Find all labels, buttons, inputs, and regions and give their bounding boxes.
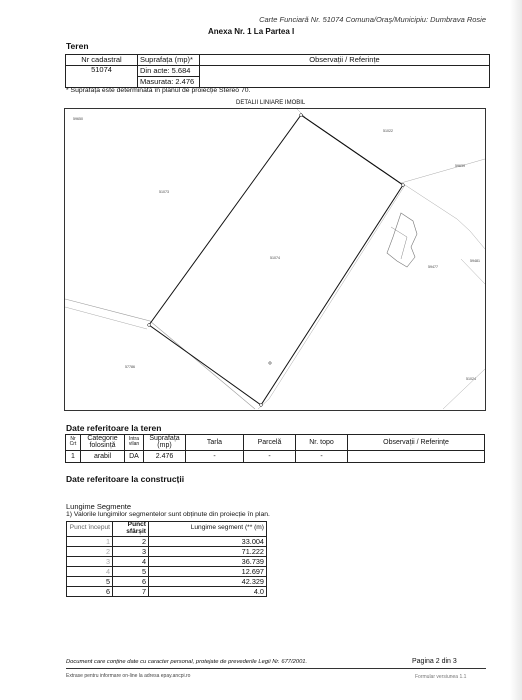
- parcel-label-right-b: 59477: [428, 265, 438, 269]
- neighbor-boundary-line: [405, 185, 470, 231]
- value-suprafata-acte: Din acte: 5.684: [138, 66, 200, 77]
- parcel-label-right-a: 59639: [455, 164, 465, 168]
- value-nr-cadastral: 51074: [66, 66, 138, 88]
- table-row: [67, 556, 267, 566]
- neighbor-boundary-line: [65, 299, 255, 409]
- footer-disclaimer: Document care conține date cu caracter personal, protejate de prevederile Legii Nr. 677/2001.: [66, 659, 308, 665]
- parcel-label-right-c: 59481: [470, 259, 480, 263]
- header-observatii: Observații / Referințe: [200, 55, 490, 66]
- cell-end: 3: [113, 546, 149, 556]
- cell-length: 42.329: [149, 576, 267, 586]
- header-observatii-referinte: Observații / Referințe: [348, 435, 485, 451]
- plan-drawing: [65, 109, 485, 410]
- annex-title: Anexa Nr. 1 La Partea I: [208, 27, 295, 36]
- cell-length: 33.004: [149, 536, 267, 546]
- header-nr-cadastral: Nr cadastral: [66, 55, 138, 66]
- vertex-point: [402, 184, 405, 187]
- table-row: [67, 586, 267, 596]
- cell-suprafata: 2.476: [144, 450, 186, 462]
- cell-end: 6: [113, 576, 149, 586]
- section-title-constructii: Date referitoare la construcții: [66, 474, 185, 484]
- neighbor-boundary-line: [401, 159, 485, 183]
- cell-length: 71.222: [149, 546, 267, 556]
- cell-start: 5: [67, 576, 113, 586]
- document-title: Carte Funciară Nr. 51074 Comuna/Oraş/Municipiu: Dumbrava Rosie: [259, 15, 486, 24]
- section-title-date-teren: Date referitoare la teren: [66, 423, 162, 433]
- cell-end: 2: [113, 536, 149, 546]
- cell-observatii: [348, 450, 485, 462]
- table-row: [67, 566, 267, 576]
- cell-length: 12.697: [149, 566, 267, 576]
- cell-start: 1: [67, 536, 113, 546]
- header-intravilan: Intra vilan: [125, 435, 144, 451]
- cell-categorie: arabil: [81, 450, 125, 462]
- cell-start: 3: [67, 556, 113, 566]
- section-title-teren: Teren: [66, 41, 89, 51]
- footer-source: Extrase pentru informare on-line la adresa epay.ancpi.ro: [66, 673, 191, 679]
- header-tarla: Tarla: [186, 435, 244, 451]
- building-outline: [391, 227, 407, 259]
- header-nr-crt: Nr Crt: [66, 435, 81, 451]
- cell-start: 4: [67, 566, 113, 576]
- segments-subtitle: 1) Valorile lungimilor segmentelor sunt obținute din proiecție în plan.: [66, 511, 270, 518]
- parcel-label-top-right: 51022: [383, 129, 393, 133]
- parcel-label-left-mid: 51073: [159, 190, 169, 194]
- cadastral-plan: [64, 108, 486, 411]
- table-row: [67, 546, 267, 556]
- cell-parcela: -: [244, 450, 296, 462]
- cell-nr-topo: -: [296, 450, 348, 462]
- header-parcela: Parcelă: [244, 435, 296, 451]
- vertex-point: [260, 404, 263, 407]
- cell-start: 2: [67, 546, 113, 556]
- footer-divider: [66, 668, 486, 669]
- building-outline: [387, 213, 417, 267]
- cell-end: 5: [113, 566, 149, 576]
- segment-1-2: [301, 115, 403, 185]
- plan-title: DETALII LINIARE IMOBIL: [236, 100, 306, 106]
- surface-note: * Suprafața este determinată în planul de proiecție Stereo 70.: [66, 87, 251, 94]
- land-data-table: [65, 434, 485, 463]
- cell-start: 6: [67, 586, 113, 596]
- parcel-label-top-left: 59650: [73, 117, 83, 121]
- footer-form-version: Formular versiunea 1.1: [415, 674, 467, 680]
- header-categorie: Categorie folosință: [81, 435, 125, 451]
- header-punct-sfarsit: Punct sfârșit: [113, 522, 149, 537]
- cell-length: 36.739: [149, 556, 267, 566]
- parcel-label-bottom-right: 51024: [466, 377, 476, 381]
- cell-nr-crt: 1: [66, 450, 81, 462]
- parcel-label-main: 51074: [270, 256, 280, 260]
- vertex-point: [300, 114, 303, 117]
- cell-end: 7: [113, 586, 149, 596]
- table-row: [67, 576, 267, 586]
- page-number: Pagina 2 din 3: [412, 658, 457, 665]
- segments-title: Lungime Segmente: [66, 502, 132, 511]
- header-nr-topo: Nr. topo: [296, 435, 348, 451]
- neighbor-boundary-line: [443, 369, 485, 409]
- cell-tarla: -: [186, 450, 244, 462]
- cell-intravilan: DA: [125, 450, 144, 462]
- header-suprafata: Suprafața (mp)*: [138, 55, 200, 66]
- value-suprafata-masurata: Masurata: 2.476: [138, 77, 200, 88]
- header-punct-inceput: Punct început: [67, 522, 113, 537]
- table-row: [67, 536, 267, 546]
- header-lungime-segment: Lungime segment (** (m): [149, 522, 267, 537]
- teren-table: [65, 54, 490, 88]
- segments-table: [66, 521, 267, 597]
- parcel-label-bottom-left: 57786: [125, 365, 135, 369]
- cell-end: 4: [113, 556, 149, 566]
- neighbor-boundary-line: [470, 231, 485, 249]
- neighbor-boundary-line: [65, 307, 147, 329]
- vertex-point: [148, 324, 151, 327]
- cell-length: 4.0: [149, 586, 267, 596]
- vertex-point: [269, 362, 271, 364]
- value-observatii: [200, 66, 490, 88]
- page-edge-shadow: [510, 0, 522, 700]
- header-suprafata-mp: Suprafața (mp): [144, 435, 186, 451]
